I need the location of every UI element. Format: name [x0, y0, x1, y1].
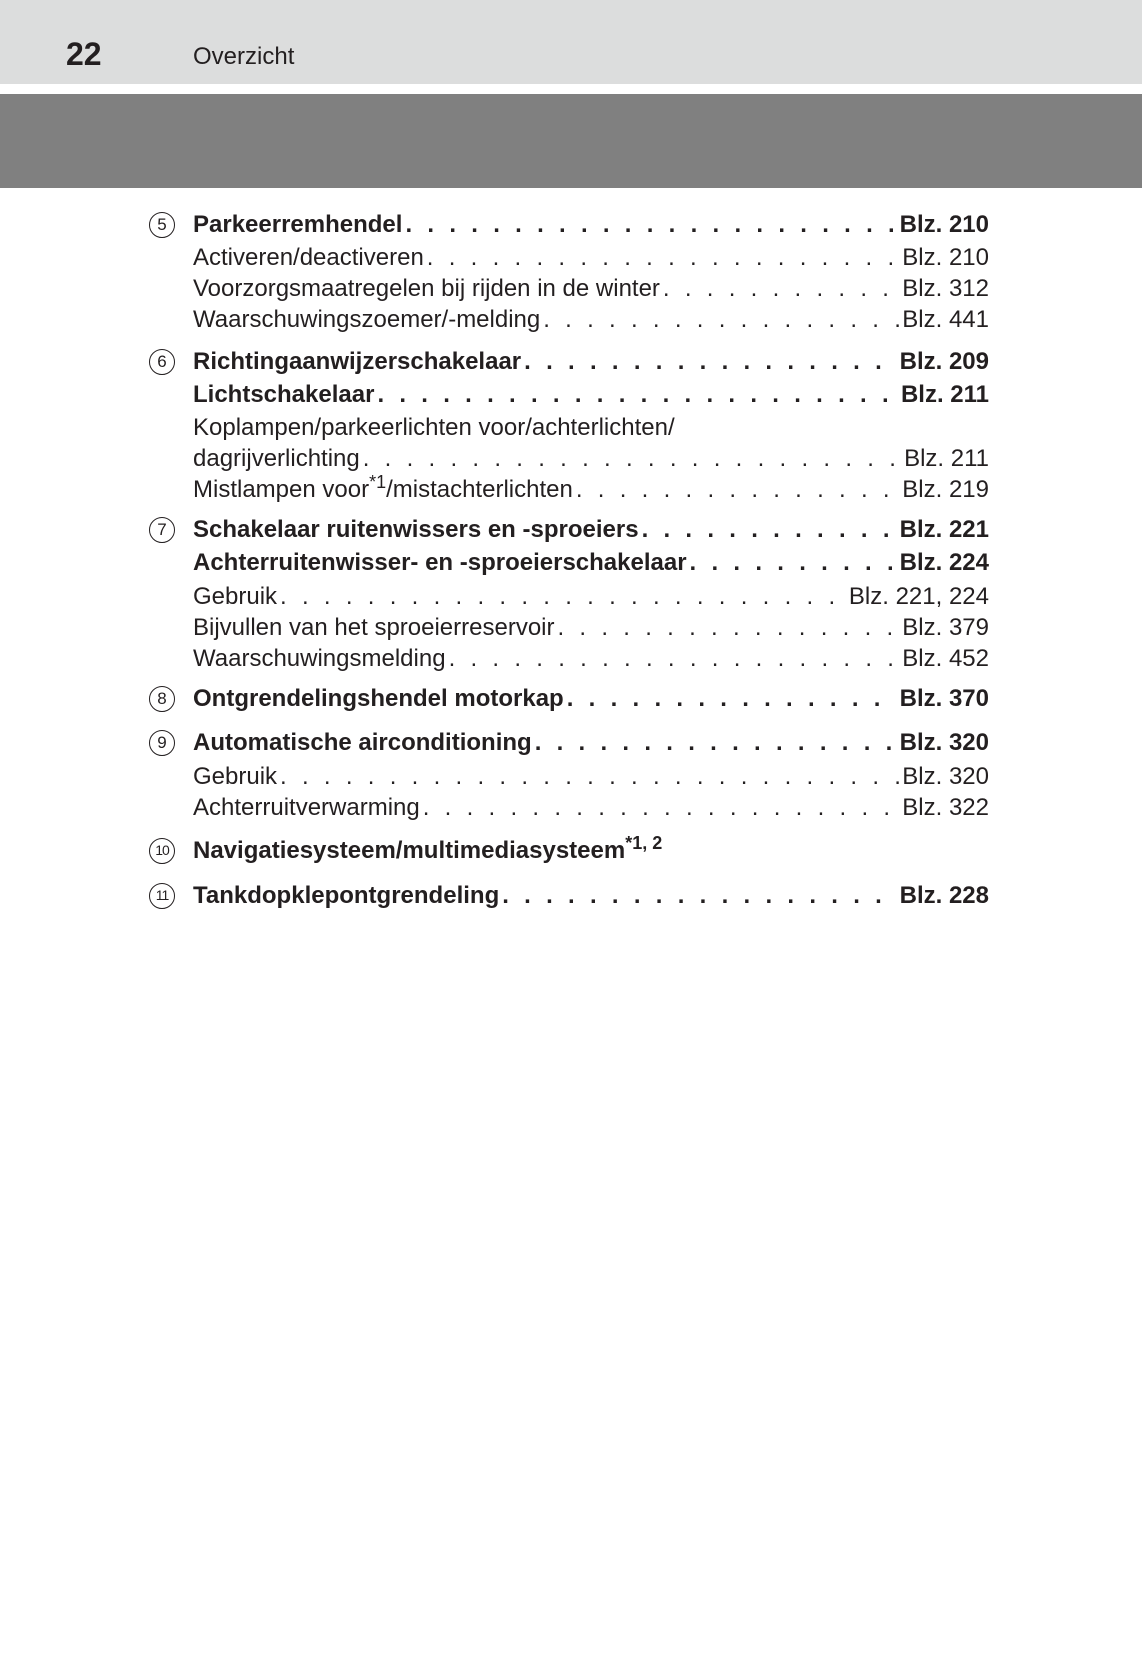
page-number: 22: [66, 36, 102, 72]
footnote-marker: *1: [369, 472, 387, 492]
dot-leader: [363, 444, 901, 474]
header-strip: [0, 0, 1142, 84]
entry-label: Lichtschakelaar: [193, 381, 375, 408]
entry-page: Blz. 228: [899, 882, 989, 909]
section-marker-10: 10: [149, 838, 175, 864]
dot-leader: [377, 380, 898, 410]
toc-entry-parkeerremhendel[interactable]: [193, 210, 989, 240]
entry-label: Achterruitenwisser- en -sproeierschakelaar: [193, 549, 687, 576]
section-marker-8: 8: [149, 686, 175, 712]
entry-label: Waarschuwingsmelding: [193, 645, 446, 672]
toc-entry-achterruitverwarming[interactable]: [193, 793, 989, 823]
entry-label-text: Navigatiesysteem/multimediasysteem: [193, 837, 626, 864]
entry-label: dagrijverlichting: [193, 445, 360, 472]
toc-entry-navigatiesysteem[interactable]: [193, 833, 989, 866]
entry-label-post: /mistachterlichten: [386, 476, 573, 503]
toc-entry-waarschuwingsmelding[interactable]: [193, 644, 989, 674]
entry-label: Waarschuwingszoemer/-melding: [193, 306, 541, 333]
entry-page: Blz. 221: [899, 516, 989, 543]
toc-entry-dagrijverlichting[interactable]: [193, 444, 989, 474]
dot-leader: [543, 305, 899, 335]
section-marker-5: 5: [149, 212, 175, 238]
entry-label: Tankdopklepontgrendeling: [193, 882, 500, 909]
dot-leader: [280, 762, 899, 792]
entry-page: Blz. 452: [902, 645, 989, 672]
toc-entry-lichtschakelaar[interactable]: [193, 380, 989, 410]
toc-entry-mistlampen[interactable]: [193, 472, 989, 505]
entry-page: Blz. 312: [902, 275, 989, 302]
toc-entry-winter[interactable]: [193, 274, 989, 304]
toc-entry-sproeierreservoir[interactable]: [193, 613, 989, 643]
entry-page: Blz. 320: [902, 763, 989, 790]
dot-leader: [535, 728, 897, 758]
entry-label: Richtingaanwijzerschakelaar: [193, 348, 522, 375]
entry-page: Blz. 211: [900, 381, 989, 408]
section-marker-11: 11: [149, 883, 175, 909]
entry-label: Gebruik: [193, 763, 278, 790]
toc-entry-gebruik[interactable]: [193, 582, 989, 612]
entry-label: Ontgrendelingshendel motorkap: [193, 685, 564, 712]
entry-label: [193, 472, 573, 505]
section-marker-7: 7: [149, 517, 175, 543]
entry-label: Activeren/deactiveren: [193, 244, 424, 271]
dot-leader: [405, 210, 896, 240]
dot-leader: [524, 347, 896, 377]
entry-label: Parkeerremhendel: [193, 211, 403, 238]
section-title: Overzicht: [193, 43, 295, 70]
entry-page: Blz. 322: [902, 794, 989, 821]
toc-entry-richtingaanwijzer[interactable]: [193, 347, 989, 377]
toc-entry-activeren[interactable]: [193, 243, 989, 273]
entry-page: Blz. 379: [902, 614, 989, 641]
entry-page: Blz. 211: [904, 445, 989, 472]
toc-entry-zoemer[interactable]: [193, 305, 989, 335]
entry-label: Bijvullen van het sproeierreservoir: [193, 614, 555, 641]
entry-page: Blz. 221, 224: [848, 583, 989, 610]
entry-label: Achterruitverwarming: [193, 794, 420, 821]
dot-leader: [642, 515, 897, 545]
dot-leader: [663, 274, 899, 304]
dot-leader: [558, 613, 900, 643]
dot-leader: [502, 881, 896, 911]
entry-page: Blz. 219: [902, 476, 989, 503]
entry-page: Blz. 209: [899, 348, 989, 375]
entry-page: Blz. 210: [902, 244, 989, 271]
entry-page: Blz. 441: [902, 306, 989, 333]
dot-leader: [449, 644, 900, 674]
dot-leader: [690, 548, 897, 578]
dot-leader: [567, 684, 897, 714]
entry-label: Voorzorgsmaatregelen bij rijden in de winter: [193, 275, 660, 302]
entry-page: Blz. 224: [899, 549, 989, 576]
footnote-marker: *1, 2: [625, 833, 663, 853]
dot-leader: [280, 582, 846, 612]
section-marker-9: 9: [149, 730, 175, 756]
entry-page: Blz. 320: [899, 729, 989, 756]
toc-entry-koplampen-line1: Koplampen/parkeerlichten voor/achterlichten/: [193, 414, 675, 441]
dot-leader: [576, 475, 899, 505]
entry-label: Automatische airconditioning: [193, 729, 532, 756]
entry-page: Blz. 370: [899, 685, 989, 712]
entry-label-pre: Mistlampen voor: [193, 476, 370, 503]
toc-entry-tankdopklep[interactable]: [193, 881, 989, 911]
toc-entry-ruitenwissers[interactable]: [193, 515, 989, 545]
entry-page: Blz. 210: [899, 211, 989, 238]
illustration-band: [0, 94, 1142, 188]
dot-leader: [423, 793, 900, 823]
toc-entry-airconditioning[interactable]: [193, 728, 989, 758]
entry-label: Schakelaar ruitenwissers en -sproeiers: [193, 516, 639, 543]
section-marker-6: 6: [149, 349, 175, 375]
dot-leader: [427, 243, 899, 273]
entry-label: [193, 833, 663, 866]
toc-entry-gebruik-ac[interactable]: [193, 762, 989, 792]
entry-label: Gebruik: [193, 583, 278, 610]
toc-entry-motorkap[interactable]: [193, 684, 989, 714]
toc-entry-achterruitenwisser[interactable]: [193, 548, 989, 578]
